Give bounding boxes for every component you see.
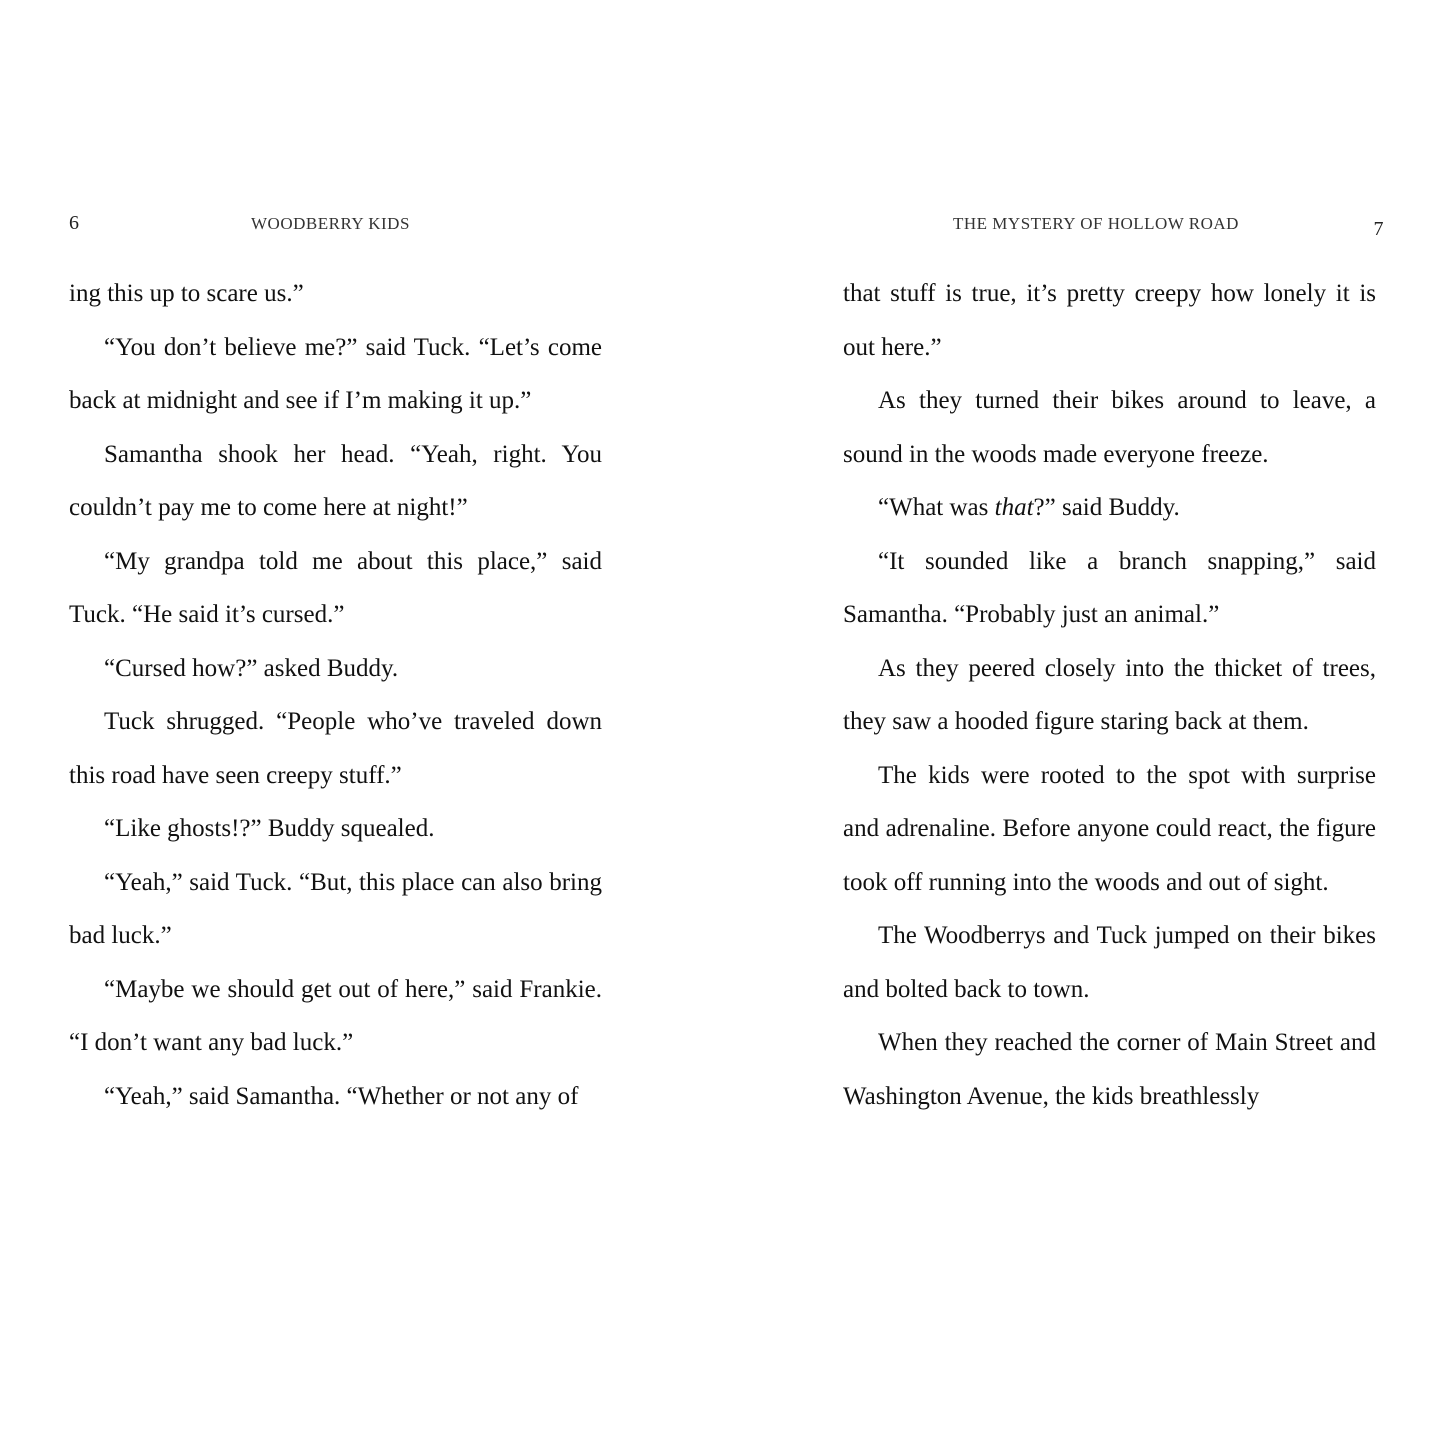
running-head-title-right: THE MYSTERY OF HOLLOW ROAD <box>953 214 1239 233</box>
right-running-head <box>843 212 1384 240</box>
page-number-right: 7 <box>1373 218 1384 240</box>
paragraph-text-before: “What was <box>878 494 995 521</box>
paragraph: “Yeah,” said Samantha. “Whether or not any of <box>104 1082 579 1110</box>
right-page-body <box>843 267 1376 1123</box>
paragraph: The Woodberrys and Tuck jumped on their bikes and bolted back to town. <box>843 922 1376 1003</box>
paragraph: Tuck shrugged. “People who’ve traveled down this road have seen creepy stuff.” <box>69 708 602 789</box>
running-head-title-left: WOODBERRY KIDS <box>251 214 410 233</box>
left-running-head <box>69 212 602 236</box>
emphasized-word: that <box>994 494 1034 521</box>
left-page-body <box>69 267 602 1123</box>
paragraph: As they turned their bikes around to leave, a sound in the woods made everyone freeze. <box>843 387 1376 468</box>
left-page <box>69 0 602 1445</box>
paragraph: “Maybe we should get out of here,” said Frankie. “I don’t want any bad luck.” <box>69 975 602 1056</box>
paragraph: “Yeah,” said Tuck. “But, this place can also bring bad luck.” <box>69 868 602 949</box>
paragraph: The kids were rooted to the spot with surprise and adrenaline. Before anyone could react, the figure took off running into the woods and out of sight. <box>843 761 1376 896</box>
paragraph: “Like ghosts!?” Buddy squealed. <box>104 815 435 842</box>
paragraph: “My grandpa told me about this place,” said Tuck. “He said it’s cursed.” <box>69 547 602 628</box>
paragraph: ing this up to scare us.” <box>69 280 304 307</box>
paragraph: Samantha shook her head. “Yeah, right. You couldn’t pay me to come here at night!” <box>69 440 602 521</box>
paragraph: When they reached the corner of Main Street and Washington Avenue, the kids breathlessly <box>843 1029 1376 1110</box>
paragraph: “You don’t believe me?” said Tuck. “Let’s come back at midnight and see if I’m making it up.” <box>69 333 602 414</box>
paragraph: that stuff is true, it’s pretty creepy how lonely it is out here.” <box>843 280 1376 361</box>
paragraph: “Cursed how?” asked Buddy. <box>104 654 399 682</box>
right-page <box>843 0 1384 1445</box>
paragraph: “It sounded like a branch snapping,” said Samantha. “Probably just an animal.” <box>843 547 1376 628</box>
paragraph <box>843 481 1376 535</box>
paragraph: As they peered closely into the thicket of trees, they saw a hooded figure staring back at them. <box>843 654 1376 735</box>
page-number-left: 6 <box>69 212 80 234</box>
paragraph-text-after: ?” said Buddy. <box>1033 494 1180 521</box>
